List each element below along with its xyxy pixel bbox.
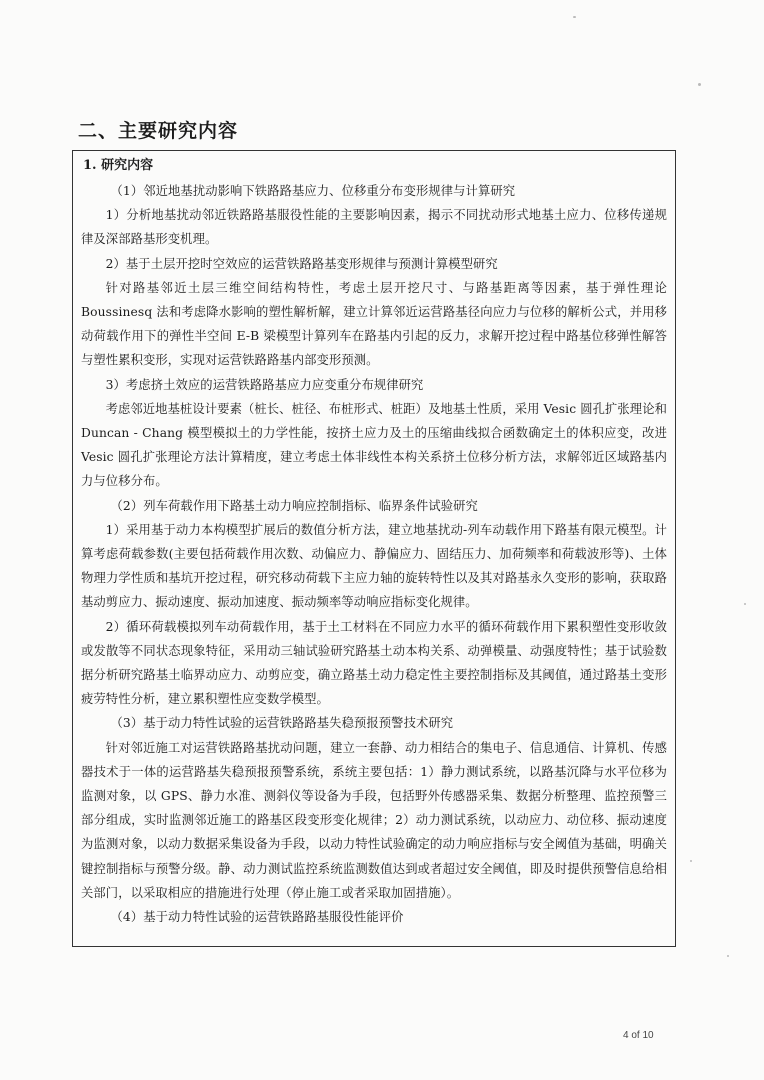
paragraph: 2）循环荷载模拟列车动荷载作用，基于土工材料在不同应力水平的循环荷载作用下累积塑性变形收敛或发散等不同状态现象特征，采用动三轴试验研究路基土动本构关系、动弹模量、动强度特性；基于试验数据分析研究路基土临界动应力、动剪应变，确立路基土动力稳定性主要控制指标及其阈值，通过路基土变形疲劳特性分析，建立累积塑性应变数学模型。 — [81, 619, 667, 707]
box-heading: 1. 研究内容 — [83, 158, 154, 173]
paragraph: 1）采用基于动力本构模型扩展后的数值分析方法，建立地基扰动-列车动载作用下路基有限元模型。计算考虑荷载参数(主要包括荷载作用次数、动偏应力、静偏应力、固结压力、加荷频率和荷载波形等)、土体物理力学性质和基坑开挖过程，研究移动荷载下主应力轴的旋转特性以及其对路基永久变形的影响，获取路基动剪应力、振动速度、振动加速度、振动频率等动响应指标变化规律。 — [81, 522, 667, 610]
subsection-heading-3: （3）基于动力特性试验的运营铁路路基失稳预报预警技术研究 — [110, 716, 454, 731]
subsection-heading-1: （1）邻近地基扰动影响下铁路路基应力、位移重分布变形规律与计算研究 — [110, 184, 516, 198]
page-number: 4 of 10 — [623, 1030, 654, 1041]
subsection-heading-2: （2）列车荷载作用下路基土动力响应控制指标、临界条件试验研究 — [110, 498, 478, 513]
paragraph: 1）分析地基扰动邻近铁路路基服役性能的主要影响因素，揭示不同扰动形式地基土应力、位移传递规律及深部路基形变机理。 — [81, 208, 667, 247]
subsection-heading-4: （4）基于动力特性试验的运营铁路路基服役性能评价 — [110, 910, 404, 925]
scan-speck — [690, 860, 692, 862]
scan-speck — [573, 16, 576, 18]
scan-speck — [744, 603, 746, 605]
item-heading: 3）考虑挤土效应的运营铁路路基应力应变重分布规律研究 — [105, 377, 424, 392]
scan-speck — [698, 83, 701, 86]
research-content-box — [72, 150, 676, 947]
item-heading: 2）基于土层开挖时空效应的运营铁路路基变形规律与预测计算模型研究 — [105, 256, 498, 271]
scan-speck — [727, 955, 729, 957]
paragraph: 针对邻近施工对运营铁路路基扰动问题，建立一套静、动力相结合的集电子、信息通信、计算机、传感器技术于一体的运营路基失稳预报预警系统，系统主要包括：1）静力测试系统，以路基沉降与水平位移为监测对象，以 GPS、静力水准、测斜仪等设备为手段，包括野外传感器采集、数据分析整理、监控预警三部分组成，实时监测邻近施工的路基区段变形变化规律；2）动力测试系统，以动应力、动位移、振动速度为监测对象，以动力数据采集设备为手段，以动力特性试验确定的动力响应指标与安全阈值为基础，明确关键控制指标与预警分级。静、动力测试监控系统监测数值达到或者超过安全阈值，即及时提供预警信息给相关部门，以采取相应的措施进行处理（停止施工或者采取加固措施）。 — [81, 740, 667, 900]
paragraph: 针对路基邻近土层三维空间结构特性，考虑土层开挖尺寸、与路基距离等因素，基于弹性理论 Boussinesq 法和考虑降水影响的塑性解析解，建立计算邻近运营路基径向应力与位移的解析公式，并用移动荷载作用下的弹性半空间 E-B 梁模型计算列车在路基内引起的反力，求解开挖过程中路基位移弹性解答与塑性累积变形，实现对运营铁路路基内部变形预测。 — [81, 280, 667, 368]
paragraph: 考虑邻近地基桩设计要素（桩长、桩径、布桩形式、桩距）及地基土性质，采用 Vesic 圆孔扩张理论和 Duncan - Chang 模型模拟土的力学性能，按挤土应力及土的压缩曲线拟合函数确定土的体积应变，改进 Vesic 圆孔扩张理论方法计算精度，建立考虑土体非线性本构关系挤土位移分析方法，求解邻近区域路基内力与位移分布。 — [81, 401, 667, 489]
section-title: 二、主要研究内容 — [78, 120, 239, 142]
